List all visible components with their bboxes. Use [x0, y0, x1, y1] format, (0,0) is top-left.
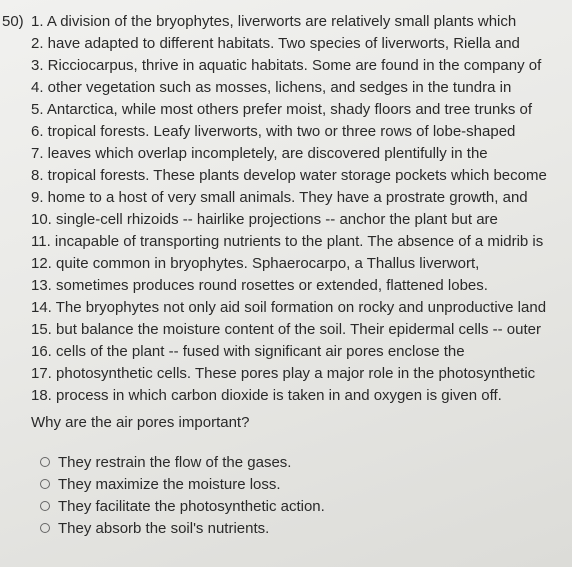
radio-button-icon[interactable]: [40, 479, 50, 489]
answer-options: [40, 451, 325, 539]
passage-line: 10. single-cell rhizoids -- hairlike projections -- anchor the plant but are: [31, 211, 498, 228]
answer-option-2[interactable]: [40, 473, 325, 495]
passage-line: 12. quite common in bryophytes. Sphaerocarpo, a Thallus liverwort,: [31, 255, 480, 272]
radio-button-icon[interactable]: [40, 501, 50, 511]
passage-line: 3. Ricciocarpus, thrive in aquatic habitats. Some are found in the company of: [31, 57, 542, 74]
passage-line: 9. home to a host of very small animals. They have a prostrate growth, and: [31, 189, 528, 206]
answer-option-label: They maximize the moisture loss.: [58, 475, 281, 493]
passage-line: 1. A division of the bryophytes, liverworts are relatively small plants which: [31, 13, 517, 30]
passage-line: 11. incapable of transporting nutrients to the plant. The absence of a midrib is: [31, 233, 544, 250]
answer-option-4[interactable]: [40, 517, 325, 539]
passage-line: 17. photosynthetic cells. These pores play a major role in the photosynthetic: [31, 365, 536, 382]
passage-line: 6. tropical forests. Leafy liverworts, with two or three rows of lobe-shaped: [31, 123, 516, 140]
answer-option-1[interactable]: [40, 451, 325, 473]
passage-line: 13. sometimes produces round rosettes or extended, flattened lobes.: [31, 277, 488, 294]
passage-line: 7. leaves which overlap incompletely, are discovered plentifully in the: [31, 145, 488, 162]
passage-line: 15. but balance the moisture content of the soil. Their epidermal cells -- outer: [31, 321, 541, 338]
question-number: 50): [2, 13, 24, 30]
passage-line: 4. other vegetation such as mosses, lichens, and sedges in the tundra in: [31, 79, 512, 96]
answer-option-label: They facilitate the photosynthetic action.: [58, 497, 325, 515]
passage-line: 14. The bryophytes not only aid soil formation on rocky and unproductive land: [31, 299, 547, 316]
passage-line: 8. tropical forests. These plants develop water storage pockets which become: [31, 167, 547, 184]
passage-line: 2. have adapted to different habitats. Two species of liverworts, Riella and: [31, 35, 520, 52]
answer-option-3[interactable]: [40, 495, 325, 517]
answer-option-label: They absorb the soil's nutrients.: [58, 519, 270, 537]
question-prompt: Why are the air pores important?: [31, 414, 250, 431]
answer-option-label: They restrain the flow of the gases.: [58, 453, 292, 471]
passage-line: 5. Antarctica, while most others prefer moist, shady floors and tree trunks of: [31, 101, 533, 118]
radio-button-icon[interactable]: [40, 523, 50, 533]
passage: [31, 11, 571, 407]
radio-button-icon[interactable]: [40, 457, 50, 467]
passage-line: 18. process in which carbon dioxide is taken in and oxygen is given off.: [31, 387, 502, 404]
passage-line: 16. cells of the plant -- fused with significant air pores enclose the: [31, 343, 465, 360]
